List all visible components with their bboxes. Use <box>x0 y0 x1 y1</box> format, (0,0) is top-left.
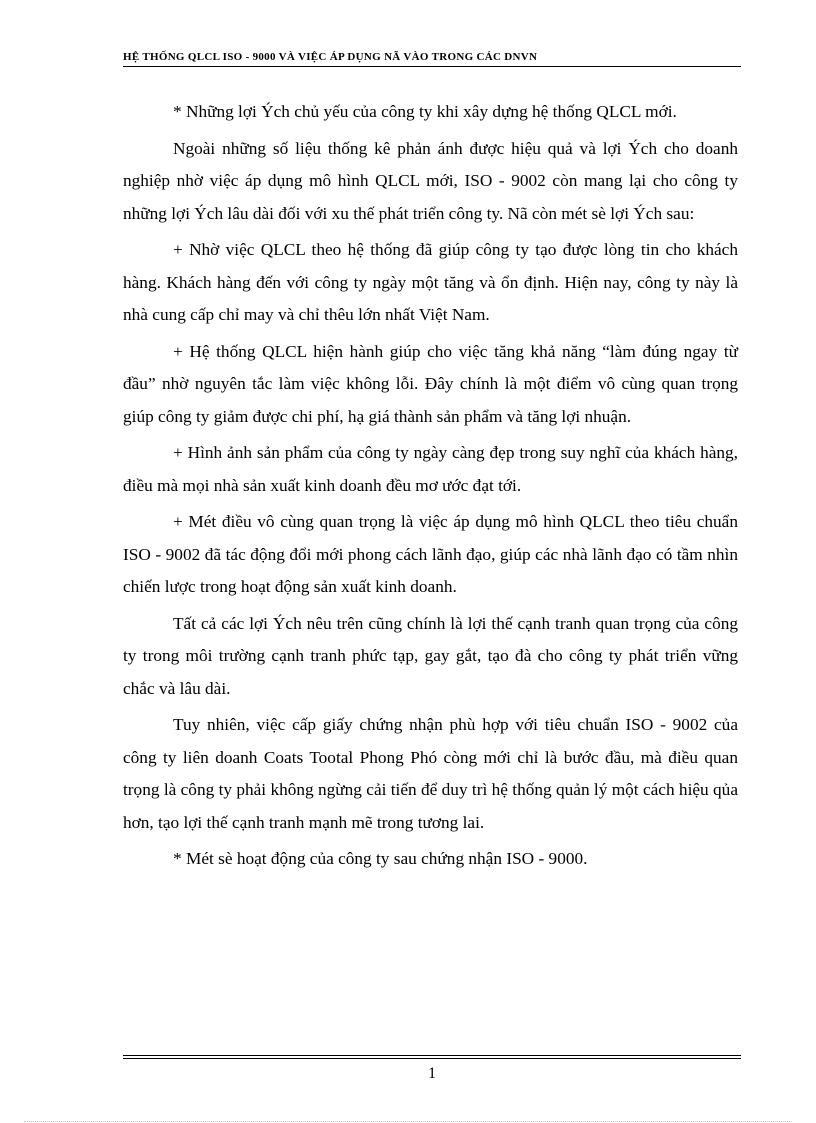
paragraph-continuous-improvement: Tuy nhiên, việc cấp giấy chứng nhận phù hợp với tiêu chuẩn ISO - 9002 của công ty liên doanh Coats Tootal Phong Phó còng mới chỉ là bước đầu, mà điều quan trọng là công ty phải không ngừng cải tiến để duy trì hệ thống quản lý một cách hiệu qủa hơn, tạo lợi thế cạnh tranh mạnh mẽ trong tương lai. <box>123 715 738 832</box>
benefit-product-image: + Hình ảnh sản phẩm của công ty ngày càng đẹp trong suy nghĩ của khách hàng, điều mà mọi nhà sản xuất kinh doanh đều mơ ước đạt tới. <box>123 443 738 495</box>
footer-rule-bottom <box>123 1058 741 1059</box>
header-rule <box>123 66 741 67</box>
document-body <box>123 96 738 880</box>
heading-activities: * Mét sè hoạt động của công ty sau chứng nhận ISO - 9000. <box>173 849 588 868</box>
paragraph-intro: Ngoài những số liệu thống kê phản ánh được hiệu quả và lợi Ých cho doanh nghiệp nhờ việc áp dụng mô hình QLCL mới, ISO - 9002 còn mang lại cho công ty những lợi Ých lâu dài đối với xu thế phát triển công ty. Nã còn mét sè lợi Ých sau: <box>123 138 738 223</box>
benefit-leadership: + Mét điều vô cùng quan trọng là việc áp dụng mô hình QLCL theo tiêu chuẩn ISO - 9002 đã tác động đổi mới phong cách lãnh đạo, giúp các nhà lãnh đạo có tầm nhìn chiến lược trong hoạt động sản xuất kinh doanh. <box>123 512 738 596</box>
heading-benefits: * Những lợi Ých chủ yếu của công ty khi xây dựng hệ thống QLCL mới. <box>173 102 677 121</box>
benefit-right-first-time: + Hệ thống QLCL hiện hành giúp cho việc tăng khả năng “làm đúng ngay từ đầu” nhờ nguyên tắc làm việc không lỗi. Đây chính là một điểm vô cùng quan trọng giúp công ty giảm được chi phí, hạ giá thành sản phẩm và tăng lợi nhuận. <box>123 341 738 426</box>
paragraph-competitive-advantage: Tất cả các lợi Ých nêu trên cũng chính là lợi thế cạnh tranh quan trọng của công ty trong môi trường cạnh tranh phức tạp, gay gắt, tạo đà cho công ty phát triển vững chắc và lâu dài. <box>123 613 738 698</box>
running-header: HỆ THỐNG QLCL ISO - 9000 VÀ VIỆC ÁP DỤNG NÃ VÀO TRONG CÁC DNVN <box>123 51 538 63</box>
benefit-customer-trust: + Nhờ việc QLCL theo hệ thống đã giúp công ty tạo được lòng tin cho khách hàng. Khách hàng đến với công ty ngày một tăng và ổn định. Hiện nay, công ty này là nhà cung cấp chỉ may và chỉ thêu lớn nhất Việt Nam. <box>123 240 738 324</box>
page-bottom-dotted-line <box>24 1121 792 1122</box>
footer-rule-top <box>123 1055 741 1056</box>
page-number: 1 <box>428 1065 436 1082</box>
